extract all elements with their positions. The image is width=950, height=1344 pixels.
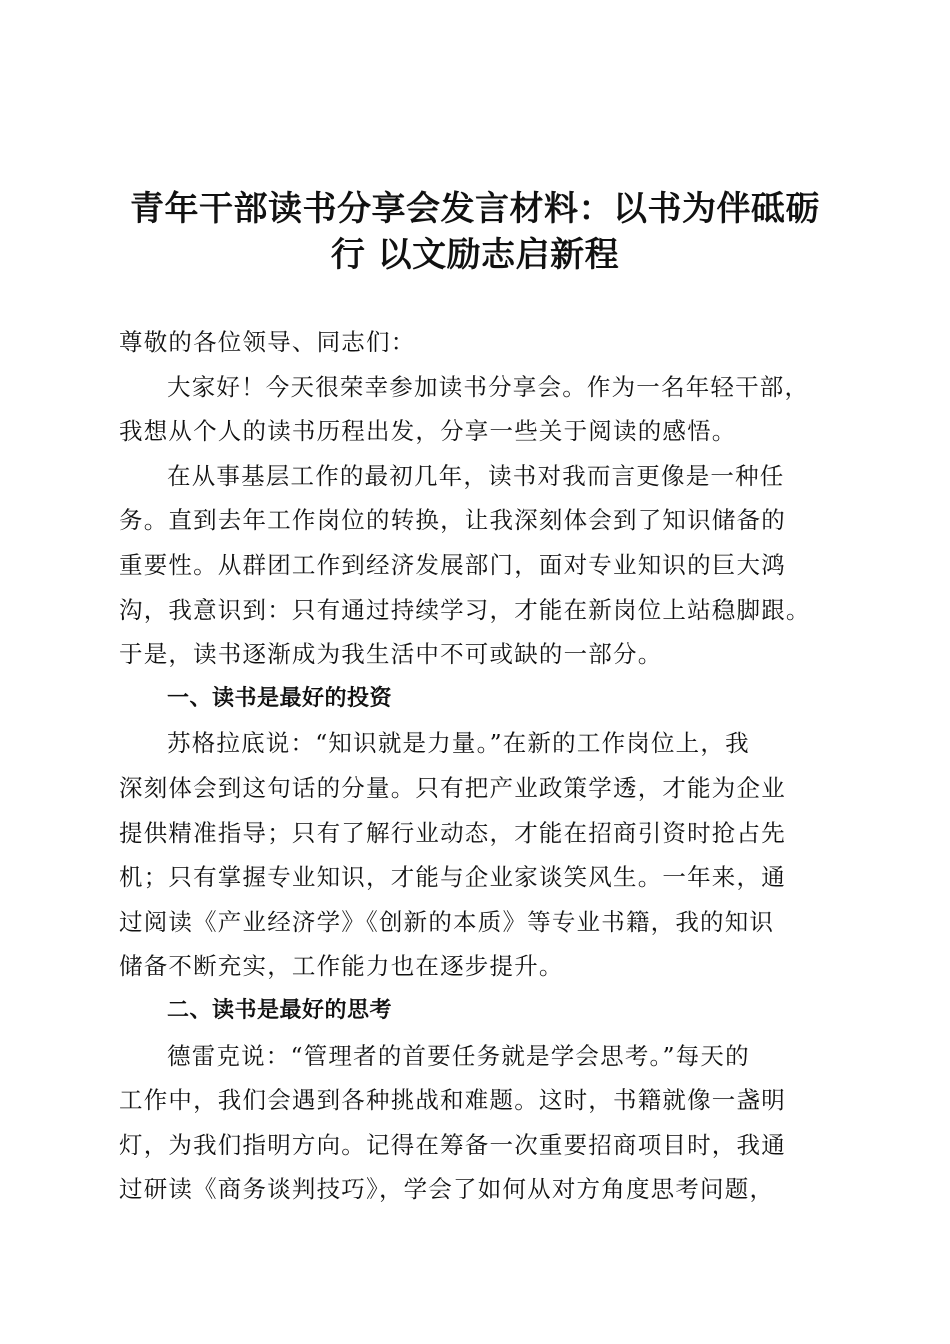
text-line: 工作中，我们会遇到各种挑战和难题。这时，书籍就像一盏明 [119,1086,786,1115]
title-line: 青年干部读书分享会发言材料：以书为伴砥砺 [130,189,820,229]
text-line: 大家好！今天很荣幸参加读书分享会。作为一名年轻干部， [167,372,810,401]
section-heading-1 [119,677,839,722]
salutation-line: 尊敬的各位领导、同志们： [119,328,416,356]
text-line: 德雷克说：“管理者的首要任务就是学会思考。”每天的 [167,1041,750,1070]
heading-line: 二、读书是最好的思考 [167,997,393,1023]
text-line: 务。直到去年工作岗位的转换，让我深刻体会到了知识储备的 [119,506,786,535]
text-line: 过阅读《产业经济学》《创新的本质》等专业书籍，我的知识 [119,907,775,936]
document-title [100,186,850,278]
salutation [119,320,839,365]
paragraph-investment [119,721,839,989]
paragraph-background [119,454,839,677]
text-line: 于是，读书逐渐成为我生活中不可或缺的一部分。 [119,640,663,669]
text-line: 深刻体会到这句话的分量。只有把产业政策学透，才能为企业 [119,773,786,802]
text-line: 储备不断充实，工作能力也在逐步提升。 [119,952,564,981]
paragraph-greeting [119,365,839,454]
text-line: 重要性。从群团工作到经济发展部门，面对专业知识的巨大鸿 [119,550,786,579]
section-heading-2 [119,989,839,1034]
text-line: 在从事基层工作的最初几年，读书对我而言更像是一种任 [167,461,785,490]
document-body [119,320,839,1212]
heading-line: 一、读书是最好的投资 [167,685,393,711]
text-line: 苏格拉底说：“知识就是力量。”在新的工作岗位上，我 [167,729,750,758]
text-line: 提供精准指导；只有了解行业动态，才能在招商引资时抢占先 [119,818,786,847]
text-line: 机；只有掌握专业知识，才能与企业家谈笑风生。一年来，通 [119,863,786,892]
text-line: 灯，为我们指明方向。记得在筹备一次重要招商项目时，我通 [119,1130,786,1159]
paragraph-thinking [119,1034,839,1212]
text-line: 过研读《商务谈判技巧》，学会了如何从对方角度思考问题， [119,1175,775,1204]
text-line: 沟，我意识到：只有通过持续学习，才能在新岗位上站稳脚跟。 [119,595,811,624]
text-line: 我想从个人的读书历程出发，分享一些关于阅读的感悟。 [119,417,737,446]
title-line: 行 以文励志启新程 [330,235,620,275]
